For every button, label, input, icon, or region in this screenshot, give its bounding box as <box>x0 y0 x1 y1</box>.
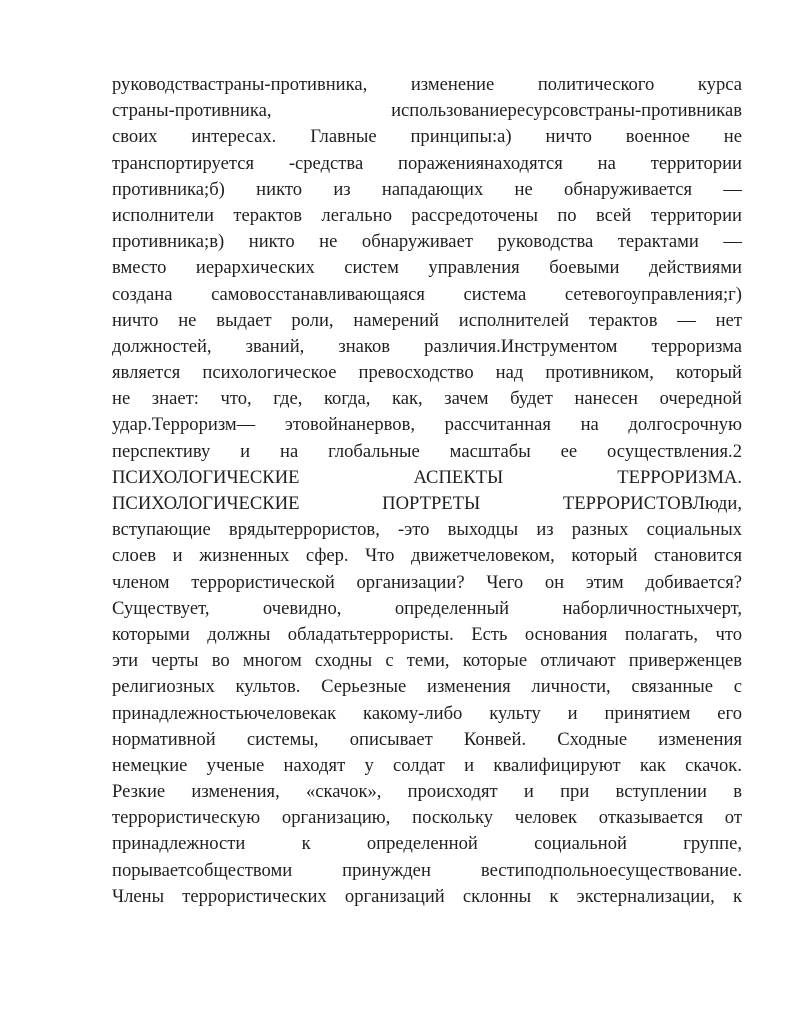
text-line: является психологическое превосходство над противником, который <box>112 362 742 384</box>
text-line: немецкие ученые находят у солдат и квалифицируют как скачок. <box>112 754 742 776</box>
text-line: Члены террористических организаций склонны к экстернализации, к <box>112 885 742 907</box>
text-line: принадлежности к определенной социальной группе, <box>112 833 742 855</box>
text-line: перспективу и на глобальные масштабы ее осуществления.2 <box>112 440 742 462</box>
text-line: членом террористической организации? Чего он этим добивается? <box>112 571 742 593</box>
text-line: не знает: что, где, когда, как, зачем будет нанесен очередной <box>112 388 742 410</box>
text-line: противника;б) никто из нападающих не обнаруживается — <box>112 178 742 200</box>
text-line: Существует, очевидно, определенный наборличностныхчерт, <box>112 597 742 619</box>
text-line: страны-противника, использованиересурсовстраны-противникав <box>112 100 742 122</box>
text-line: создана самовосстанавливающаяся система сетевогоуправления;г) <box>112 283 742 305</box>
text-line: которыми должны обладатьтеррористы. Есть основания полагать, что <box>112 623 742 645</box>
text-line: руководствастраны-противника, изменение политического курса <box>112 74 742 95</box>
text-line: нормативной системы, описывает Конвей. Сходные изменения <box>112 728 742 750</box>
text-line: принадлежностьючеловекак какому-либо культу и принятием его <box>112 702 742 724</box>
text-line: порываетсобществоми принужден вестиподпольноесуществование. <box>112 859 742 881</box>
section-heading-line: ПСИХОЛОГИЧЕСКИЕ АСПЕКТЫ ТЕРРОРИЗМА. <box>112 466 742 488</box>
text-line: транспортируется -средства поражениянаходятся на территории <box>112 152 742 174</box>
text-line: слоев и жизненных сфер. Что движетчеловеком, который становится <box>112 545 742 567</box>
text-line: ничто не выдает роли, намерений исполнителей терактов — нет <box>112 309 742 331</box>
text-line: должностей, званий, знаков различия.Инструментом терроризма <box>112 335 742 357</box>
text-line: исполнители терактов легально рассредоточены по всей территории <box>112 204 742 226</box>
text-line: удар.Терроризм— этовойнанервов, рассчитанная на долгосрочную <box>112 414 742 436</box>
text-line: Резкие изменения, «скачок», происходят и при вступлении в <box>112 781 742 803</box>
text-line: вместо иерархических систем управления боевыми действиями <box>112 257 742 279</box>
text-line: вступающие врядытеррористов, -это выходцы из разных социальных <box>112 519 742 541</box>
text-line: своих интересах. Главные принципы:а) ничто военное не <box>112 126 742 148</box>
section-heading-line: ПСИХОЛОГИЧЕСКИЕ ПОРТРЕТЫ ТЕРРОРИСТОВЛюди, <box>112 493 742 514</box>
text-line: религиозных культов. Серьезные изменения личности, связанные с <box>112 676 742 698</box>
body-text <box>112 72 742 910</box>
text-line: террористическую организацию, поскольку человек отказывается от <box>112 807 742 829</box>
text-line: эти черты во многом сходны с теми, которые отличают приверженцев <box>112 650 742 672</box>
text-line: противника;в) никто не обнаруживает руководства терактами — <box>112 231 742 253</box>
